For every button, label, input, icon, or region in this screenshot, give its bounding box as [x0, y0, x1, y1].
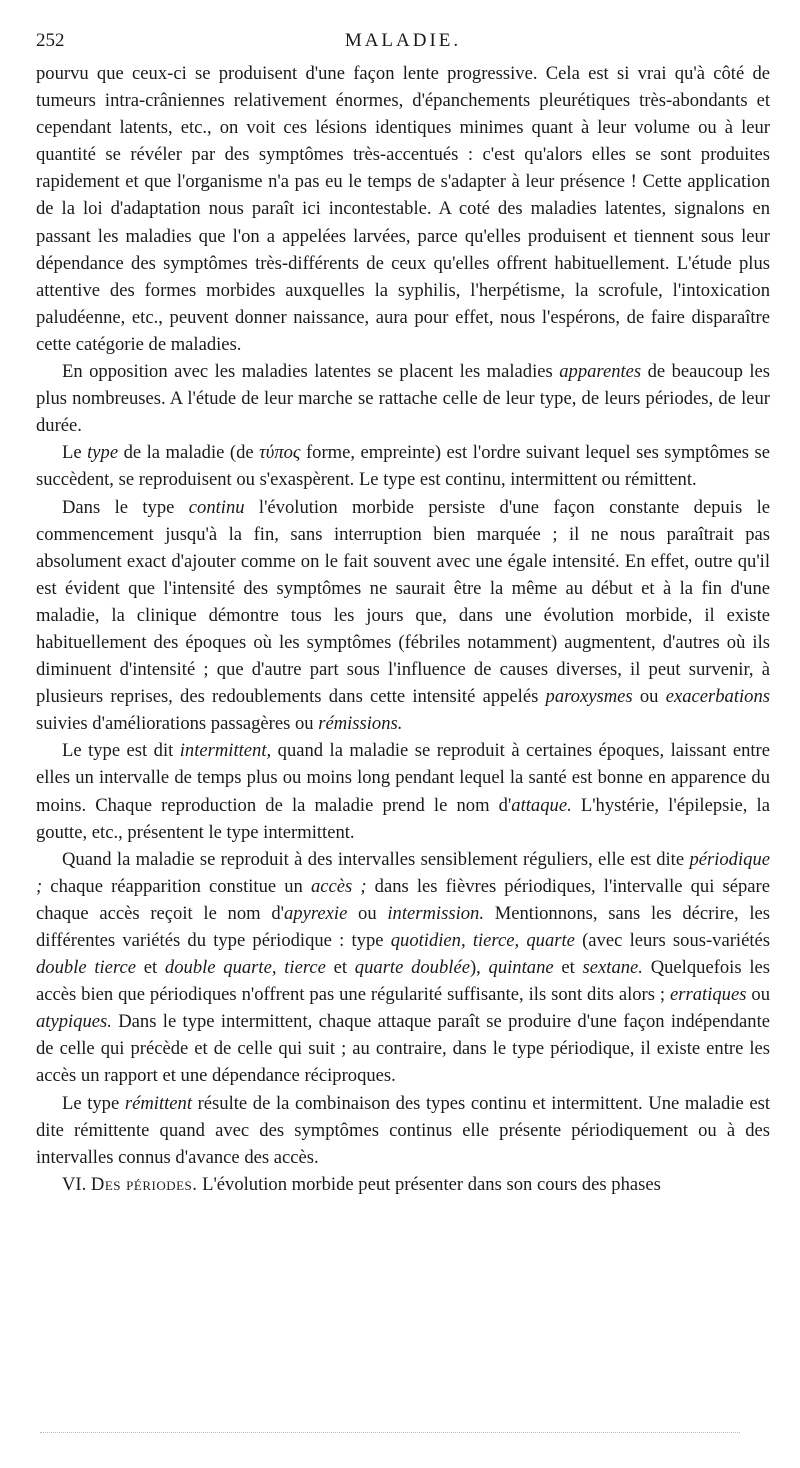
text-run: chaque réapparition constitue un: [42, 875, 311, 897]
text-run: ),: [469, 957, 489, 979]
italic-term: double tierce: [36, 957, 136, 979]
text-run: Quand la maladie se reproduit à des intervalles sensiblement réguliers, elle est dite: [62, 848, 690, 870]
paragraph-p1: [36, 60, 770, 358]
italic-term: τύπος: [259, 442, 301, 464]
paragraph-p3: [36, 439, 770, 493]
text-run: (avec leurs sous-variétés: [574, 930, 770, 951]
italic-term: rémissions.: [318, 713, 403, 735]
text-run: et: [325, 957, 355, 979]
footer-rule: [40, 1432, 740, 1433]
italic-term: quintane: [488, 957, 554, 979]
text-run: de beaucoup les plus nombreuses. A l'étude de leur marche se rattache celle de leur type, de leurs périodes, de leur durée.: [36, 361, 770, 437]
italic-term: double quarte,: [164, 957, 277, 979]
italic-term: tierce,: [472, 930, 520, 951]
text-run: ou: [746, 984, 770, 1006]
body-text: [36, 60, 770, 1198]
page-number: 252: [36, 30, 65, 51]
text-run: l'évolution morbide persiste d'une façon constante depuis le commencement jusqu'à la fin, sans interruption bien marquée ; il ne nous paraîtrait pas absolument exact d'ajouter comme on le fait souvent avec une égale intensité. En effet, outre qu'il est évident que l'intensité des symptômes ne saurait être la même au début et à la fin d'une maladie, la clinique démontre tous les jours que, dans une évolution morbide, il existe habituellement des époques où les symptômes (fébriles notamment) augmentent, d'autres où ils diminuent d'intensité ; que d'autre part sous l'influence de causes diverses, il peut survenir, à plusieurs reprises, des redoublements dans cette intensité appelés: [36, 496, 770, 708]
text-run: Dans le type intermittent, chaque attaque paraît se produire d'une façon indépendante de celle qui précède et de celle qui suit ; au contraire, dans le type périodique, il existe entre les accès un rapport et une dépendance réciproques.: [36, 1011, 770, 1087]
text-run: et: [136, 957, 165, 979]
text-run: Le type est dit: [62, 740, 180, 762]
text-run: résulte de la combinaison des types continu et intermittent. Une maladie est dite rémittente quand avec des symptômes continus elle présente périodiquement ou à des intervalles connus d'avance des accès.: [36, 1092, 771, 1168]
text-run: et: [553, 957, 583, 979]
text-run: Mentionnons, sans les décrire, les différentes variétés du type périodique : type: [36, 902, 770, 951]
italic-term: atypiques.: [36, 1011, 112, 1033]
page-header: [36, 30, 770, 60]
italic-term: accès ;: [310, 875, 367, 897]
running-title: MALADIE.: [344, 30, 462, 51]
text-run: ou: [347, 902, 388, 924]
italic-term: périodique ;: [36, 848, 770, 897]
text-run: Le: [62, 442, 88, 464]
text-run: suivies d'améliorations passagères ou: [36, 713, 319, 735]
italic-term: apparentes: [559, 361, 642, 383]
text-run: ou: [632, 686, 666, 708]
paragraph-p8: [36, 1171, 770, 1198]
italic-term: continu: [188, 496, 245, 518]
paragraph-p6: [36, 846, 770, 1090]
italic-term: quarte: [526, 930, 575, 951]
text-run: Le type: [62, 1092, 125, 1114]
paragraph-p2: [36, 358, 770, 439]
italic-term: type: [87, 442, 119, 464]
text-run: pourvu que ceux-ci se produisent d'une façon lente progressive. Cela est si vrai qu'à côté de tumeurs intra-crâniennes relativement énormes, d'épanchements pleurétiques très-abondants et cependant latents, etc., on voit ces lésions identiques minimes quant à leur volume ou à leur quantité se révéler par des symptômes très-accentués : c'est qu'alors elles se sont produites rapidement et que l'organisme n'a pas eu le temps de s'adapter à leur présence ! Cette application de la loi d'adaptation nous paraît ici incontestable. A coté des maladies latentes, signalons en passant les maladies que l'on a appelées larvées, parce qu'elles produisent et tiennent sous leur dépendance des symptômes très-différents de ceux qu'elles offrent habituellement. L'étude plus attentive des formes morbides auxquelles la syphilis, l'herpétisme, la scrofule, l'intoxication paludéenne, etc., peuvent donner naissance, aura pour effet, nous l'espérons, de faire disparaître cette catégorie de maladies.: [36, 63, 770, 355]
text-run: de la maladie (de: [118, 442, 260, 464]
text-run: En opposition avec les maladies latentes se placent les maladies: [62, 361, 560, 383]
text-run: Dans le type: [62, 496, 189, 518]
italic-term: apyrexie: [284, 902, 348, 924]
text-run: VI.: [62, 1173, 91, 1195]
text-run: L'hystérie, l'épilepsie, la goutte, etc., présentent le type intermittent.: [36, 794, 770, 843]
text-run: Quelquefois les accès bien que périodiques n'offrent pas une régularité suffisante, ils sont dits alors ;: [36, 957, 770, 1006]
italic-term: paroxysmes: [545, 686, 633, 708]
italic-term: intermission.: [387, 902, 484, 924]
italic-term: attaque.: [511, 794, 572, 816]
italic-term: sextane.: [582, 957, 643, 979]
italic-term: erratiques: [670, 984, 747, 1006]
section-heading: Des périodes.: [90, 1173, 198, 1195]
text-run: dans les fièvres périodiques, l'intervalle qui sépare chaque accès reçoit le nom d': [36, 875, 770, 924]
text-run: forme, empreinte) est l'ordre suivant lequel ses symptômes se succèdent, se reproduisent ou s'exaspèrent. Le type est continu, intermittent ou rémittent.: [36, 442, 770, 491]
paragraph-p7: [36, 1090, 770, 1171]
paragraph-p4: [36, 494, 770, 738]
text-run: L'évolution morbide peut présenter dans son cours des phases: [197, 1173, 661, 1195]
paragraph-p5: [36, 737, 770, 845]
italic-term: exacerbations: [665, 686, 770, 708]
italic-term: quarte doublée: [354, 957, 470, 979]
text-run: [466, 930, 473, 951]
text-run: quand la maladie se reproduit à certaines époques, laissant entre elles un intervalle de temps plus ou moins long pendant lequel la santé est bonne en apparence du moins. Chaque reproduction de la maladie prend le nom d': [36, 740, 770, 816]
italic-term: rémittent: [124, 1092, 192, 1114]
italic-term: intermittent,: [179, 740, 272, 762]
italic-term: quotidien,: [390, 930, 466, 951]
italic-term: tierce: [284, 957, 326, 979]
